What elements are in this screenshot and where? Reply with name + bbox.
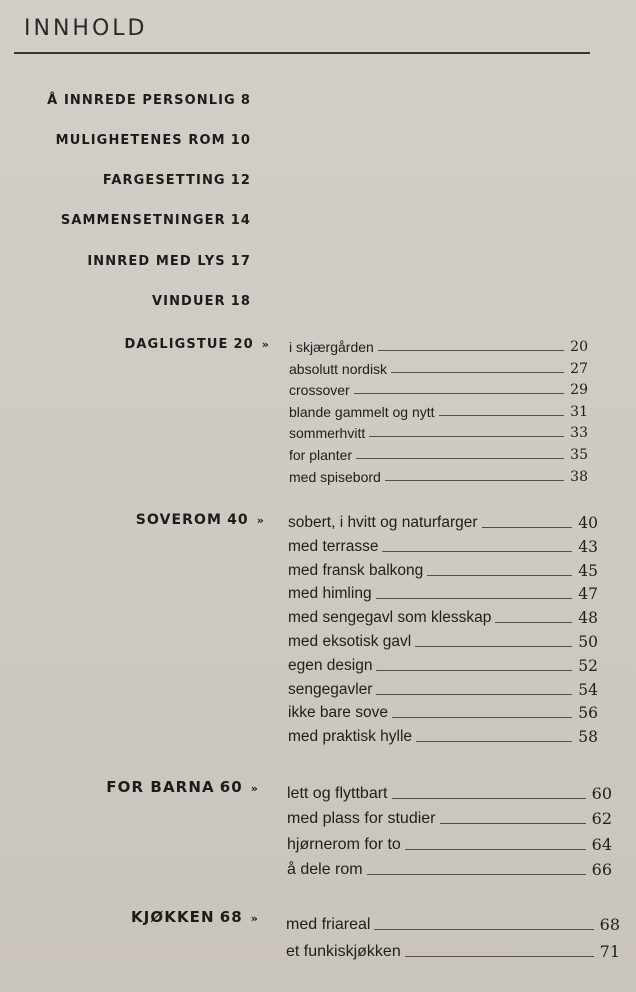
- section-title: MULIGHETENES ROM: [55, 133, 226, 148]
- entry-leader-line: [367, 873, 586, 875]
- toc-entry: [288, 657, 598, 675]
- section-page: 8: [240, 93, 251, 108]
- entry-title: med terrasse: [288, 537, 379, 555]
- section-title: INNRED MED LYS: [87, 254, 226, 269]
- group-page: 20: [233, 337, 254, 352]
- entry-leader-line: [376, 669, 572, 671]
- top-section: [47, 93, 251, 108]
- group-arrow: »: [256, 514, 265, 527]
- toc-entry: [287, 860, 612, 879]
- entry-page: 43: [578, 537, 598, 556]
- toc-entry: [288, 728, 598, 746]
- group-title-for-barna: [106, 778, 259, 796]
- entry-leader-line: [378, 349, 564, 351]
- group-title-kjokken: [131, 908, 259, 926]
- entry-leader-line: [392, 797, 586, 799]
- entry-title: med friareal: [286, 916, 371, 933]
- entry-leader-line: [439, 414, 565, 416]
- entry-title: ikke bare sove: [288, 704, 388, 722]
- toc-entry: [289, 382, 588, 398]
- entry-page: 35: [570, 447, 588, 463]
- toc-entry: [288, 681, 598, 699]
- entry-leader-line: [374, 928, 593, 930]
- entry-leader-line: [391, 371, 564, 373]
- group-title-soverom: [136, 512, 265, 528]
- toc-entry: [286, 942, 620, 961]
- entry-page: 38: [570, 468, 588, 485]
- entry-page: 68: [599, 915, 620, 934]
- entry-leader-line: [416, 740, 572, 742]
- section-page: 12: [230, 173, 251, 188]
- entry-page: 50: [578, 633, 598, 651]
- toc-entry: [288, 609, 598, 627]
- entry-title: sommerhvitt: [289, 425, 366, 442]
- entry-title: et funkiskjøkken: [286, 943, 401, 960]
- entry-leader-line: [495, 621, 572, 623]
- entry-page: 71: [599, 942, 620, 961]
- entry-page: 47: [578, 585, 598, 604]
- group-title: DAGLIGSTUE: [124, 337, 229, 352]
- toc-entry: [289, 447, 588, 463]
- entry-title: egen design: [288, 656, 373, 674]
- group-title: KJØKKEN: [130, 908, 215, 926]
- entry-page: 40: [578, 514, 598, 532]
- group-arrow: »: [250, 782, 259, 795]
- entry-title: absolutt nordisk: [289, 360, 388, 377]
- entry-title: blande gammelt og nytt: [289, 403, 435, 420]
- entry-title: sengegavler: [288, 680, 373, 698]
- group-title-dagligstue: [125, 337, 271, 352]
- entry-page: 60: [591, 784, 612, 803]
- toc-entry: [287, 809, 612, 828]
- top-section: [87, 254, 251, 269]
- section-title: FARGESETTING: [102, 173, 226, 188]
- section-title: VINDUER: [151, 294, 226, 309]
- entry-page: 45: [578, 561, 598, 580]
- entry-page: 20: [570, 339, 588, 355]
- entry-leader-line: [482, 526, 573, 528]
- toc-entry: [289, 339, 588, 355]
- toc-entry: [289, 404, 588, 420]
- group-page: 60: [219, 778, 243, 796]
- section-title: Å INNREDE PERSONLIG: [47, 93, 236, 108]
- section-page: 17: [230, 254, 251, 269]
- entry-page: 27: [570, 360, 588, 377]
- entry-title: med fransk balkong: [288, 561, 424, 579]
- entry-title: med spisebord: [289, 468, 381, 485]
- entry-page: 62: [591, 809, 612, 829]
- top-section: [56, 133, 251, 148]
- group-arrow: »: [250, 912, 259, 925]
- toc-entry: [288, 562, 598, 580]
- toc-entry: [289, 425, 588, 441]
- entry-title: med plass for studier: [287, 810, 436, 828]
- entry-title: å dele rom: [287, 860, 363, 878]
- entry-page: 54: [578, 680, 598, 699]
- entry-page: 58: [578, 728, 598, 747]
- entry-leader-line: [376, 597, 573, 599]
- entry-page: 64: [591, 834, 612, 854]
- top-section: [152, 294, 251, 309]
- entry-title: med himling: [288, 585, 372, 603]
- toc-entry: [287, 835, 612, 854]
- section-page: 14: [230, 213, 251, 228]
- section-title: SAMMENSETNINGER: [60, 213, 226, 228]
- section-page: 18: [230, 294, 251, 309]
- toc-entry: [286, 915, 620, 934]
- entry-title: for planter: [289, 447, 353, 463]
- entry-leader-line: [415, 645, 572, 647]
- group-arrow: »: [261, 338, 270, 351]
- entry-page: 66: [591, 859, 612, 879]
- entry-title: hjørnerom for to: [287, 835, 401, 853]
- entry-leader-line: [376, 693, 572, 695]
- toc-entry: [288, 585, 598, 603]
- group-page: 40: [227, 512, 249, 528]
- toc-entry: [289, 361, 588, 377]
- entry-leader-line: [382, 550, 572, 552]
- toc-entry: [287, 784, 612, 803]
- entry-leader-line: [427, 574, 572, 576]
- entry-page: 56: [578, 704, 598, 723]
- section-page: 10: [230, 133, 251, 148]
- toc-entry: [288, 514, 598, 532]
- group-title: FOR BARNA: [106, 778, 215, 796]
- entry-leader-line: [385, 479, 564, 481]
- entry-title: med eksotisk gavl: [288, 633, 412, 650]
- entry-leader-line: [356, 457, 564, 459]
- entry-title: sobert, i hvitt og naturfarger: [288, 514, 478, 531]
- entry-title: med praktisk hylle: [288, 728, 413, 746]
- entry-title: lett og flyttbart: [287, 785, 388, 802]
- entry-page: 48: [578, 609, 598, 628]
- top-section: [103, 173, 251, 188]
- entry-page: 33: [570, 425, 588, 442]
- top-section: [61, 213, 251, 228]
- entry-leader-line: [405, 955, 594, 957]
- entry-leader-line: [354, 392, 564, 394]
- entry-title: i skjærgården: [289, 339, 374, 355]
- group-page: 68: [219, 908, 243, 926]
- entry-title: med sengegavl som klesskap: [288, 609, 492, 627]
- toc-entry: [288, 633, 598, 651]
- toc-entry: [289, 469, 588, 485]
- group-title: SOVEROM: [135, 512, 223, 528]
- toc-entry: [288, 704, 598, 722]
- entry-leader-line: [440, 822, 586, 824]
- entry-leader-line: [392, 716, 572, 718]
- heading-rule: [14, 52, 590, 54]
- contents-heading: INNHOLD: [24, 16, 148, 41]
- entry-page: 52: [578, 656, 598, 675]
- entry-leader-line: [405, 848, 586, 850]
- entry-leader-line: [369, 435, 564, 437]
- entry-page: 29: [570, 382, 588, 399]
- entry-page: 31: [570, 403, 588, 420]
- entry-title: crossover: [289, 382, 350, 399]
- toc-entry: [288, 538, 598, 556]
